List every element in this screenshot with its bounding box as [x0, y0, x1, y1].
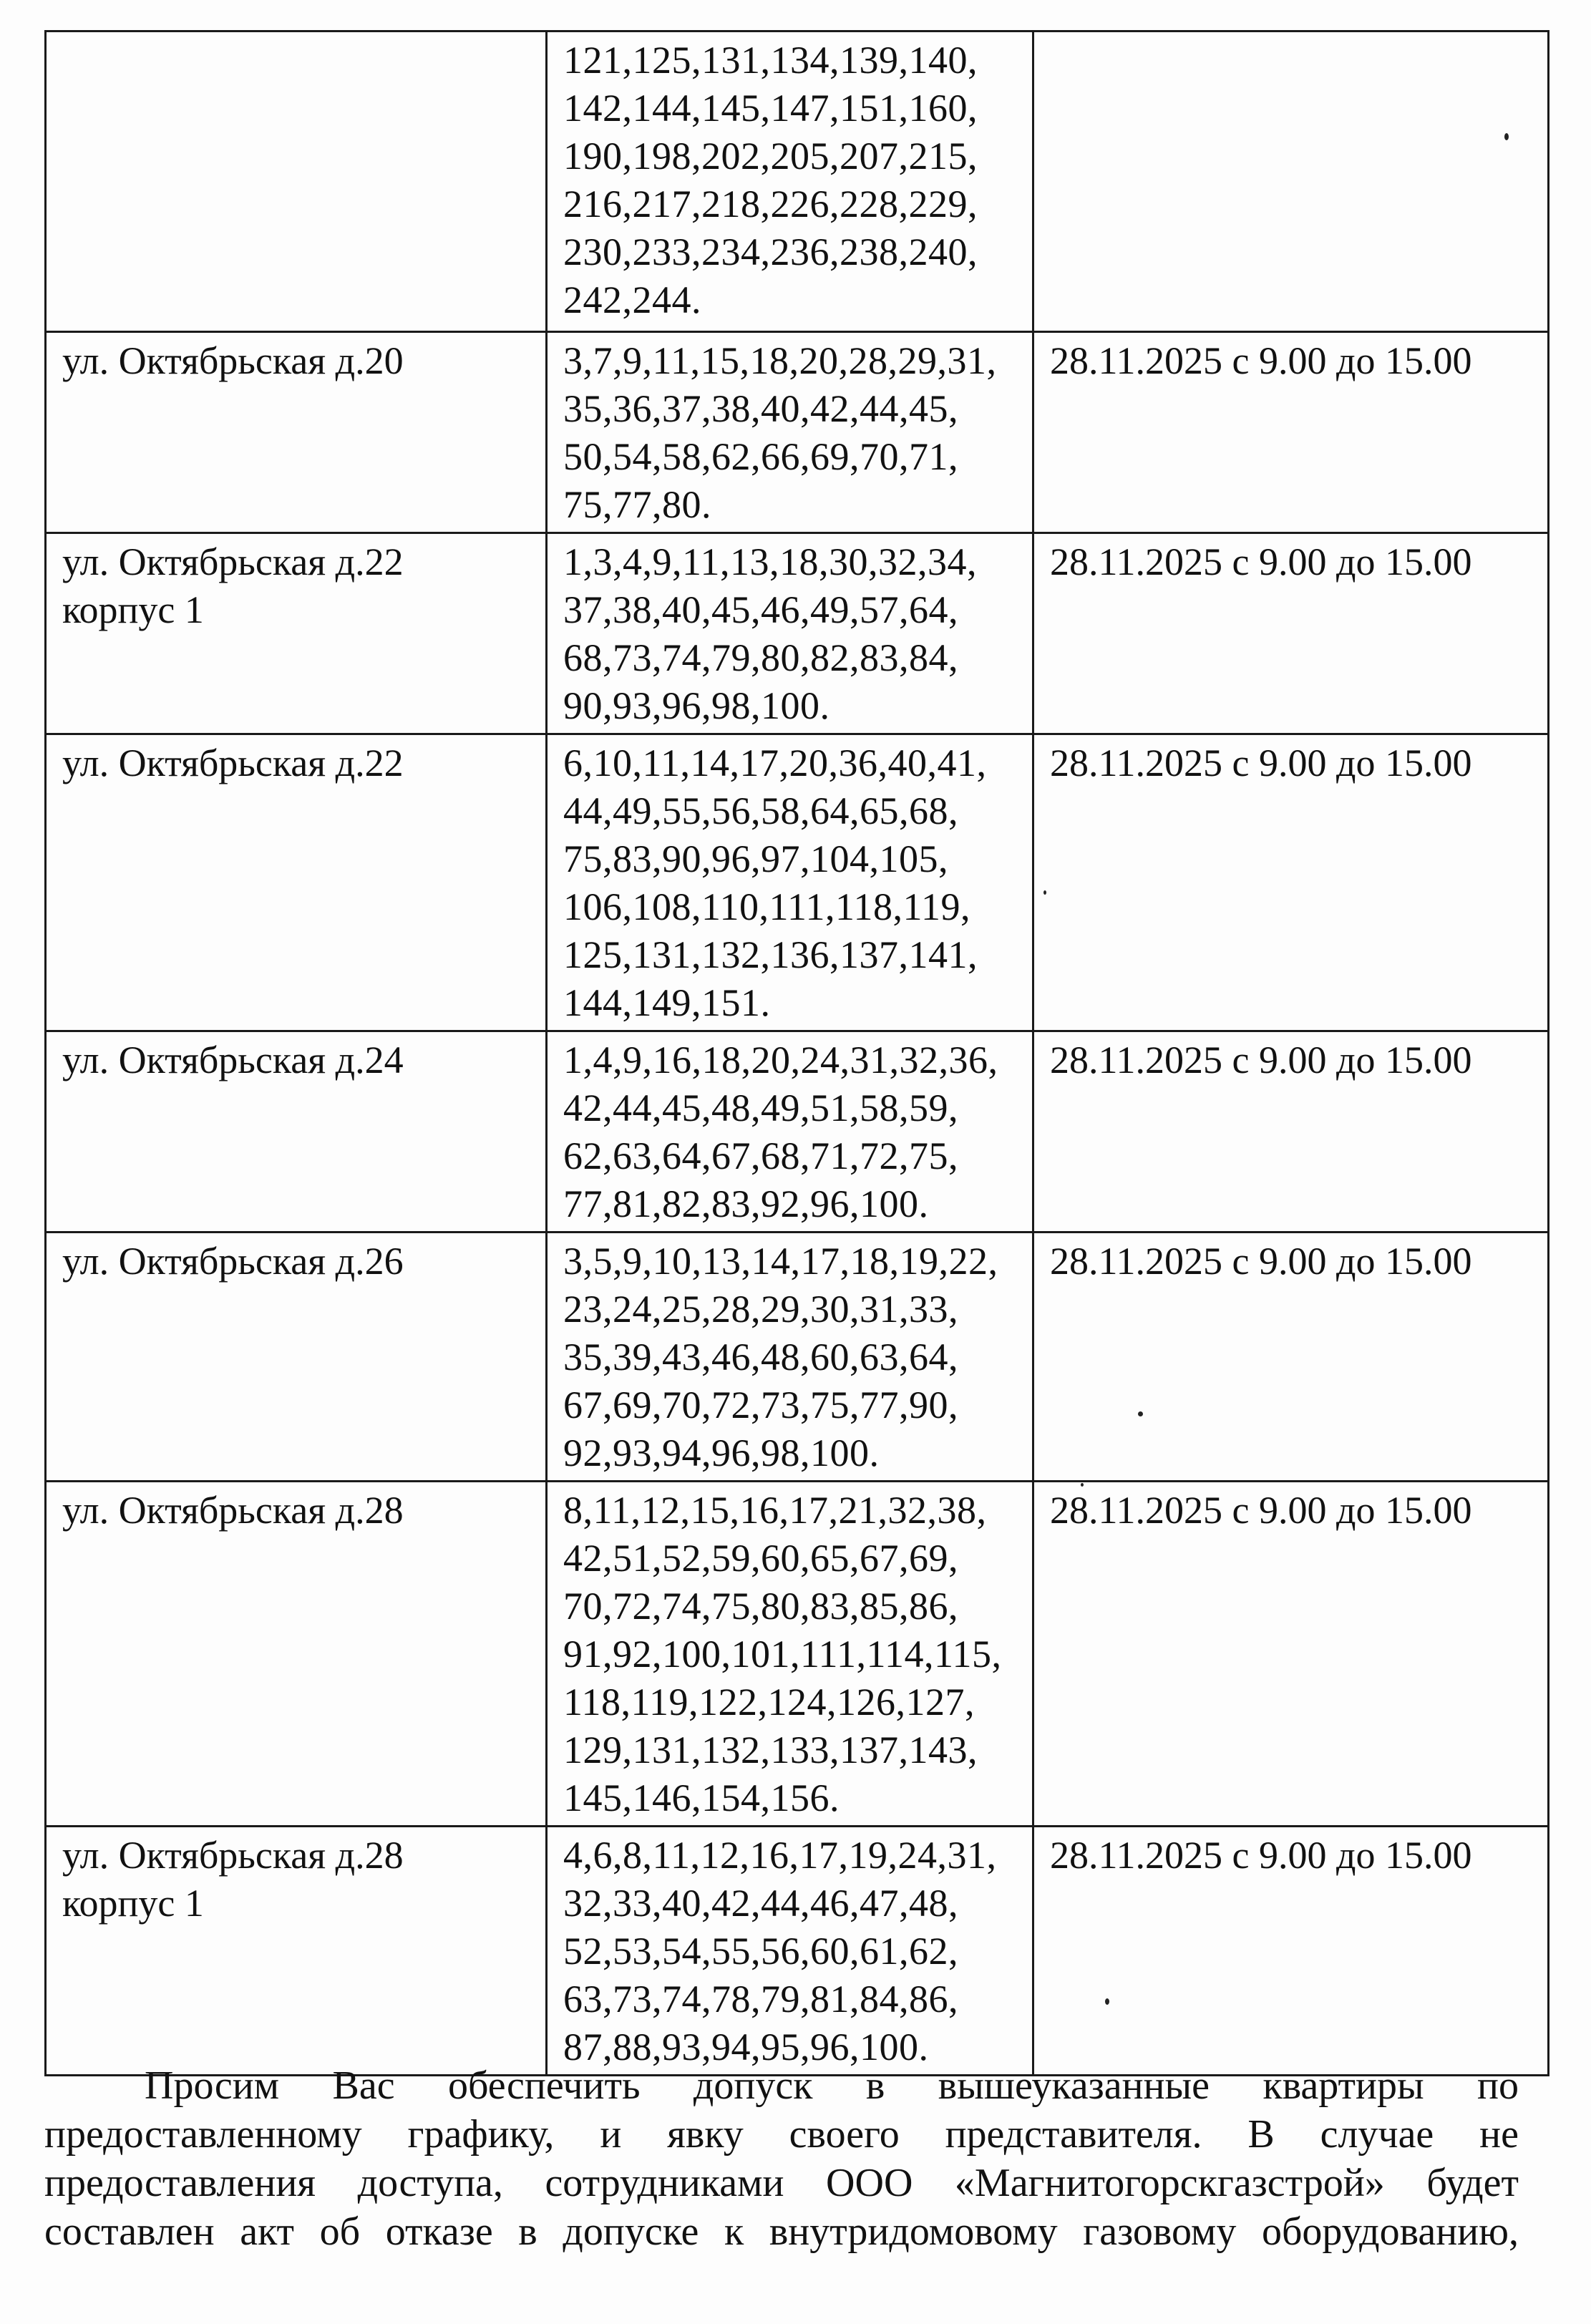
visit-time: 28.11.2025 с 9.00 до 15.00 — [1050, 1489, 1472, 1532]
time-cell — [1033, 1233, 1549, 1482]
apartments-line: 37,38,40,45,46,49,57,64, — [563, 588, 958, 631]
apartments-line: 92,93,94,96,98,100. — [563, 1431, 880, 1474]
address-line: корпус 1 — [62, 588, 204, 631]
time-cell — [1033, 1827, 1549, 2076]
table-row — [46, 1482, 1549, 1827]
apartments-line: 91,92,100,101,111,114,115, — [563, 1633, 1002, 1676]
apartments-line: 68,73,74,79,80,82,83,84, — [563, 636, 958, 679]
visit-time: 28.11.2025 с 9.00 до 15.00 — [1050, 1834, 1472, 1877]
apartments-line: 142,144,145,147,151,160, — [563, 87, 978, 130]
apartments-line: 3,7,9,11,15,18,20,28,29,31, — [563, 339, 997, 382]
visit-time: 28.11.2025 с 9.00 до 15.00 — [1050, 742, 1472, 784]
apartments-line: 75,77,80. — [563, 483, 711, 526]
request-paragraph — [44, 2061, 1519, 2256]
apartments-line: 1,4,9,16,18,20,24,31,32,36, — [563, 1039, 998, 1081]
address-cell — [46, 332, 547, 533]
address-cell — [46, 734, 547, 1031]
apartments-cell — [547, 1482, 1033, 1827]
apartments-line: 42,51,52,59,60,65,67,69, — [563, 1537, 958, 1580]
apartments-line: 121,125,131,134,139,140, — [563, 39, 978, 82]
apartments-line: 216,217,218,226,228,229, — [563, 183, 978, 225]
apartments-line: 3,5,9,10,13,14,17,18,19,22, — [563, 1240, 998, 1283]
apartments-line: 87,88,93,94,95,96,100. — [563, 2026, 929, 2068]
apartments-line: 1,3,4,9,11,13,18,30,32,34, — [563, 540, 977, 583]
apartments-line: 144,149,151. — [563, 981, 771, 1024]
paragraph-line: предоставленному графику, и явку своего представителя. В случае не — [44, 2112, 1519, 2157]
apartments-cell — [547, 533, 1033, 734]
scan-speck — [1043, 890, 1046, 895]
schedule-table-body — [46, 31, 1549, 2076]
apartments-line: 52,53,54,55,56,60,61,62, — [563, 1930, 958, 1973]
time-cell — [1033, 734, 1549, 1031]
apartments-line: 44,49,55,56,58,64,65,68, — [563, 789, 958, 832]
address-line: корпус 1 — [62, 1882, 204, 1925]
apartments-line: 23,24,25,28,29,30,31,33, — [563, 1288, 958, 1331]
table-row — [46, 332, 1549, 533]
address-cell — [46, 1482, 547, 1827]
paragraph-line: предоставления доступа, сотрудниками ООО «Магнитогорскгазстрой» будет — [44, 2161, 1519, 2205]
time-cell — [1033, 533, 1549, 734]
apartments-line: 190,198,202,205,207,215, — [563, 135, 978, 178]
table-row — [46, 1233, 1549, 1482]
apartments-line: 62,63,64,67,68,71,72,75, — [563, 1134, 958, 1177]
apartments-line: 90,93,96,98,100. — [563, 684, 830, 727]
table-row — [46, 1827, 1549, 2076]
apartments-line: 129,131,132,133,137,143, — [563, 1729, 978, 1771]
scan-speck — [1504, 133, 1509, 140]
time-cell — [1033, 31, 1549, 332]
apartments-line: 70,72,74,75,80,83,85,86, — [563, 1585, 958, 1628]
address-cell — [46, 31, 547, 332]
paragraph-line: Просим Вас обеспечить допуск в вышеуказанные квартиры по — [145, 2063, 1519, 2108]
apartments-cell — [547, 332, 1033, 533]
apartments-line: 118,119,122,124,126,127, — [563, 1681, 975, 1723]
apartments-line: 75,83,90,96,97,104,105, — [563, 837, 948, 880]
apartments-cell — [547, 734, 1033, 1031]
apartments-line: 77,81,82,83,92,96,100. — [563, 1182, 929, 1225]
address-line: ул. Октябрьская д.28 — [62, 1489, 404, 1532]
apartments-line: 35,36,37,38,40,42,44,45, — [563, 387, 958, 430]
apartments-line: 8,11,12,15,16,17,21,32,38, — [563, 1489, 987, 1532]
apartments-line: 125,131,132,136,137,141, — [563, 933, 978, 976]
table-row — [46, 31, 1549, 332]
address-line: ул. Октябрьская д.24 — [62, 1039, 404, 1081]
apartments-line: 50,54,58,62,66,69,70,71, — [563, 435, 958, 478]
schedule-table — [44, 30, 1549, 2076]
scan-speck — [1081, 1483, 1084, 1487]
address-cell — [46, 1031, 547, 1233]
apartments-line: 4,6,8,11,12,16,17,19,24,31, — [563, 1834, 997, 1877]
address-line: ул. Октябрьская д.28 — [62, 1834, 404, 1877]
apartments-line: 6,10,11,14,17,20,36,40,41, — [563, 742, 987, 784]
table-row — [46, 533, 1549, 734]
visit-time: 28.11.2025 с 9.00 до 15.00 — [1050, 339, 1472, 382]
address-cell — [46, 1233, 547, 1482]
visit-time: 28.11.2025 с 9.00 до 15.00 — [1050, 1039, 1472, 1081]
visit-time: 28.11.2025 с 9.00 до 15.00 — [1050, 540, 1472, 583]
apartments-cell — [547, 1827, 1033, 2076]
apartments-line: 230,233,234,236,238,240, — [563, 230, 978, 273]
apartments-line: 63,73,74,78,79,81,84,86, — [563, 1978, 958, 2021]
address-cell — [46, 533, 547, 734]
apartments-line: 242,244. — [563, 278, 701, 321]
address-line: ул. Октябрьская д.26 — [62, 1240, 404, 1283]
time-cell — [1033, 1031, 1549, 1233]
table-row — [46, 734, 1549, 1031]
scan-speck — [1138, 1411, 1143, 1416]
address-cell — [46, 1827, 547, 2076]
apartments-cell — [547, 31, 1033, 332]
apartments-line: 35,39,43,46,48,60,63,64, — [563, 1336, 958, 1379]
address-line: ул. Октябрьская д.22 — [62, 540, 404, 583]
paragraph-line: составлен акт об отказе в допуске к внутридомовому газовому оборудованию, — [44, 2209, 1519, 2254]
apartments-cell — [547, 1031, 1033, 1233]
apartments-cell — [547, 1233, 1033, 1482]
apartments-line: 32,33,40,42,44,46,47,48, — [563, 1882, 958, 1925]
table-row — [46, 1031, 1549, 1233]
address-line: ул. Октябрьская д.20 — [62, 339, 404, 382]
time-cell — [1033, 1482, 1549, 1827]
apartments-line: 42,44,45,48,49,51,58,59, — [563, 1086, 958, 1129]
apartments-line: 106,108,110,111,118,119, — [563, 885, 970, 928]
address-line: ул. Октябрьская д.22 — [62, 742, 404, 784]
visit-time: 28.11.2025 с 9.00 до 15.00 — [1050, 1240, 1472, 1283]
scan-speck — [1105, 1998, 1109, 2005]
time-cell — [1033, 332, 1549, 533]
apartments-line: 145,146,154,156. — [563, 1776, 840, 1819]
apartments-line: 67,69,70,72,73,75,77,90, — [563, 1384, 958, 1426]
